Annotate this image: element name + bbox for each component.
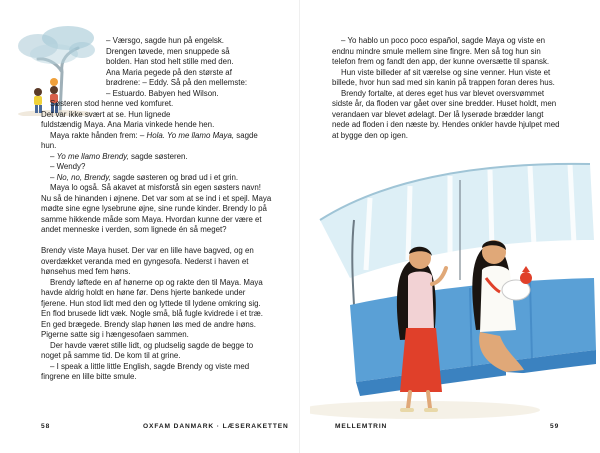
line-text: fuldstændig Maya. Ana Maria vinkede hende hen. [41,120,215,129]
text-line [332,78,576,89]
text-line [41,257,289,268]
left-lines [41,99,289,383]
line-text: – I speak a little little English, sagde Brendy og viste med [50,361,250,371]
level-footer: MELLEMTRIN [335,423,388,430]
line-text: Brendy løftede en af hønerne op og rakte den til Maya. Maya [50,277,263,287]
right-lines [332,36,576,141]
text-line: – Estuardo. Babyen hed Wilson. [106,88,219,98]
text-line [41,110,289,121]
left-top-text-block [106,36,284,99]
text-line: – Værsgo, sagde hun på engelsk. [106,36,225,45]
text-line [41,320,289,331]
text-line [332,110,576,121]
line-text: hønsehus med fem høns. [41,267,131,276]
line-text: noget på samme tid. De kom til at grine. [41,351,181,360]
text-line [41,309,289,320]
text-line: brødrene: – Eddy. Så på den mellemste: [106,78,248,87]
line-text: Maya rakte hånden frem: – [50,130,147,140]
line-text: billede, hvor hun sad med sin kanin på trappen foran deres hus. [332,78,555,87]
line-text: Det var ikke svært at se. Hun lignede [41,109,171,119]
text-line: Ana Maria pegede på den største af [106,67,232,77]
text-line [332,57,576,68]
line-text: Pigerne satte sig i hængesofaen sammen. [41,330,189,339]
italic-phrase: Hola. Yo me llamo Maya, [146,130,235,140]
text-line [41,351,289,362]
text-line [332,131,576,142]
line-text: Nu så de hinanden i øjnene. Det var som at se ind i et spejl. Maya [41,193,272,203]
line-text: at bygge den op igen. [332,130,408,140]
line-text-after: sagde [234,130,258,140]
line-text: – Yo hablo un poco poco español, sagde Maya og viste en [341,36,545,45]
text-line [41,173,289,184]
text-line [41,215,289,226]
line-text: mødte sine egne lysebrune øjne, sine runde kinder. Brendy lo på [41,204,267,213]
text-line [41,183,289,194]
text-line [41,120,289,131]
text-line [41,131,289,142]
text-line [41,288,289,299]
text-line [332,36,576,47]
left-body-text [41,99,289,383]
text-line [41,194,289,205]
line-text: fjerene. Hun stod lidt med den og lyttede til lydene omkring sig. [41,298,261,308]
line-text: Maya lo også. Så akavet at misforstå sin egen søsters navn! [50,183,261,192]
line-text: sidste år, da floden var gået over sine bredder. Huset holdt, men [332,99,557,108]
line-text: havde aldrig holdt en høne før. Dens hjerte bankede under [41,288,246,297]
text-line [332,120,576,131]
italic-phrase: Yo me llamo Brendy, [56,151,129,161]
publisher-footer: OXFAM DANMARK · LÆSERAKETTEN [143,423,289,430]
line-text-after: sagde søsteren og brød ud i et grin. [110,172,239,182]
line-text: nede ad floden i den næste by. Hendes onkler havde hjulpet med [332,120,560,129]
line-text: samme hikkende måde som Maya. Hvordan kunne der være et [41,214,262,224]
text-line [41,204,289,215]
line-text: Brendy viste Maya huset. Der var en lille have bagved, og en [41,246,254,255]
text-line: Drengen tøvede, men snuppede så [106,46,230,56]
text-line [41,99,289,110]
text-line: bolden. Han stod helt stille med den. [106,57,234,66]
line-text: fingrene en lille bitte smule. [41,372,137,381]
line-text: verandaen var blevet ødelagt. Der lå lyserøde brædder langt [332,109,544,119]
line-text: endnu mindre smule mellem sine fingre. Men så tog hun sin [332,46,541,56]
line-text: hun. [41,141,57,150]
right-page [300,0,600,453]
text-line [41,141,289,152]
line-text: Hun viste billeder af sit værelse og sine venner. Hun viste et [341,67,551,77]
text-line [41,162,289,173]
text-line [41,372,289,383]
text-line [41,152,289,163]
text-line [332,99,576,110]
text-line [41,299,289,310]
line-text: Brendy fortalte, at deres eget hus var blevet oversvømmet [341,88,545,98]
line-text-after: sagde søsteren. [128,151,188,161]
text-line [41,341,289,352]
text-line [332,89,576,100]
text-line [41,225,289,236]
line-text: – Wendy? [50,162,86,171]
line-text: En ged brægede. Brendy slap hønen løs med de andre høns. [41,319,256,329]
line-text: Der havde været stille lidt, og pludselig sagde de begge to [50,340,254,350]
line-text: telefon frem og fandt den app, der kunne oversætte til spansk. [332,57,550,66]
line-text: En flod brusede lidt væk. Nogle små, blå fugle kvidrede i et træ. [41,309,263,318]
line-text: – [50,172,57,182]
text-line [41,278,289,289]
text-line [41,267,289,278]
left-page-number: 58 [41,423,51,430]
right-page-number: 59 [550,423,560,430]
text-line [41,362,289,373]
line-text: overdækket veranda med en gyngesofa. Nederst i haven et [41,256,249,266]
italic-phrase: No, no, Brendy, [56,172,111,182]
text-line [332,68,576,79]
line-text: – [50,151,57,161]
text-line [41,330,289,341]
right-body-text [332,36,576,141]
line-text: Søsteren stod henne ved komfuret. [50,99,174,108]
line-text: andet menneske i verden, som lignede én så meget? [41,225,227,234]
text-line [332,47,576,58]
girls-on-swing-sofa-illustration [310,160,596,420]
text-line [41,246,289,257]
